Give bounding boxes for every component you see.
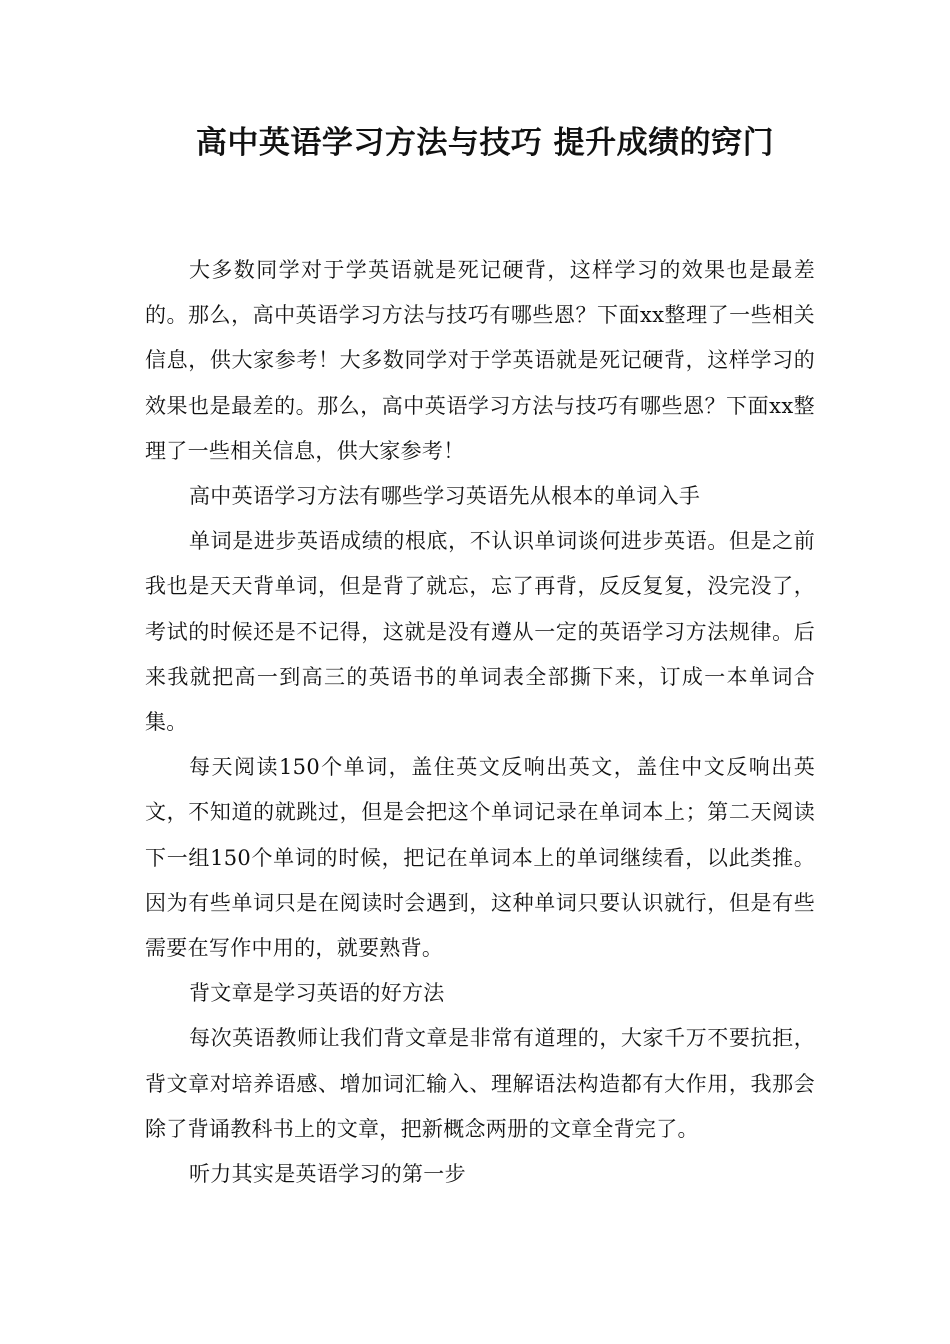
paragraph-heading-recitation: 背文章是学习英语的好方法 <box>189 981 445 1006</box>
paragraph-heading-listening: 听力其实是英语学习的第一步 <box>189 1162 466 1187</box>
paragraph-recitation: 每次英语教师让我们背文章是非常有道理的，大家千万不要抗拒，背文章对培养语感、增加词汇输入、理解语法构造都有大作用，我那会除了背诵教科书上的文章，把新概念两册的文章全背完了。 <box>145 1026 815 1141</box>
paragraph-vocabulary: 单词是进步英语成绩的根底，不认识单词谈何进步英语。但是之前我也是天天背单词，但是背了就忘，忘了再背，反反复复，没完没了，考试的时候还是不记得，这就是没有遵从一定的英语学习方法规律。后来我就把高一到高三的英语书的单词表全部撕下来，订成一本单词合集。 <box>145 529 815 735</box>
paragraph-intro: 大多数同学对于学英语就是死记硬背，这样学习的效果也是最差的。那么，高中英语学习方法与技巧有哪些恩？下面xx整理了一些相关信息，供大家参考！大多数同学对于学英语就是死记硬背，这样学习的效果也是最差的。那么，高中英语学习方法与技巧有哪些恩？下面xx整理了一些相关信息，供大家参考！ <box>145 258 815 463</box>
document-body <box>145 248 815 1197</box>
paragraph-heading-vocabulary: 高中英语学习方法有哪些学习英语先从根本的单词入手 <box>189 484 701 509</box>
paragraph-daily-reading: 每天阅读150个单词，盖住英文反响出英文，盖住中文反响出英文，不知道的就跳过，但是会把这个单词记录在单词本上；第二天阅读下一组150个单词的时候，把记在单词本上的单词继续看，以此类推。因为有些单词只是在阅读时会遇到，这种单词只要认识就行，但是有些需要在写作中用的，就要熟背。 <box>145 755 815 961</box>
document-title: 高中英语学习方法与技巧 提升成绩的窍门 <box>195 125 775 161</box>
